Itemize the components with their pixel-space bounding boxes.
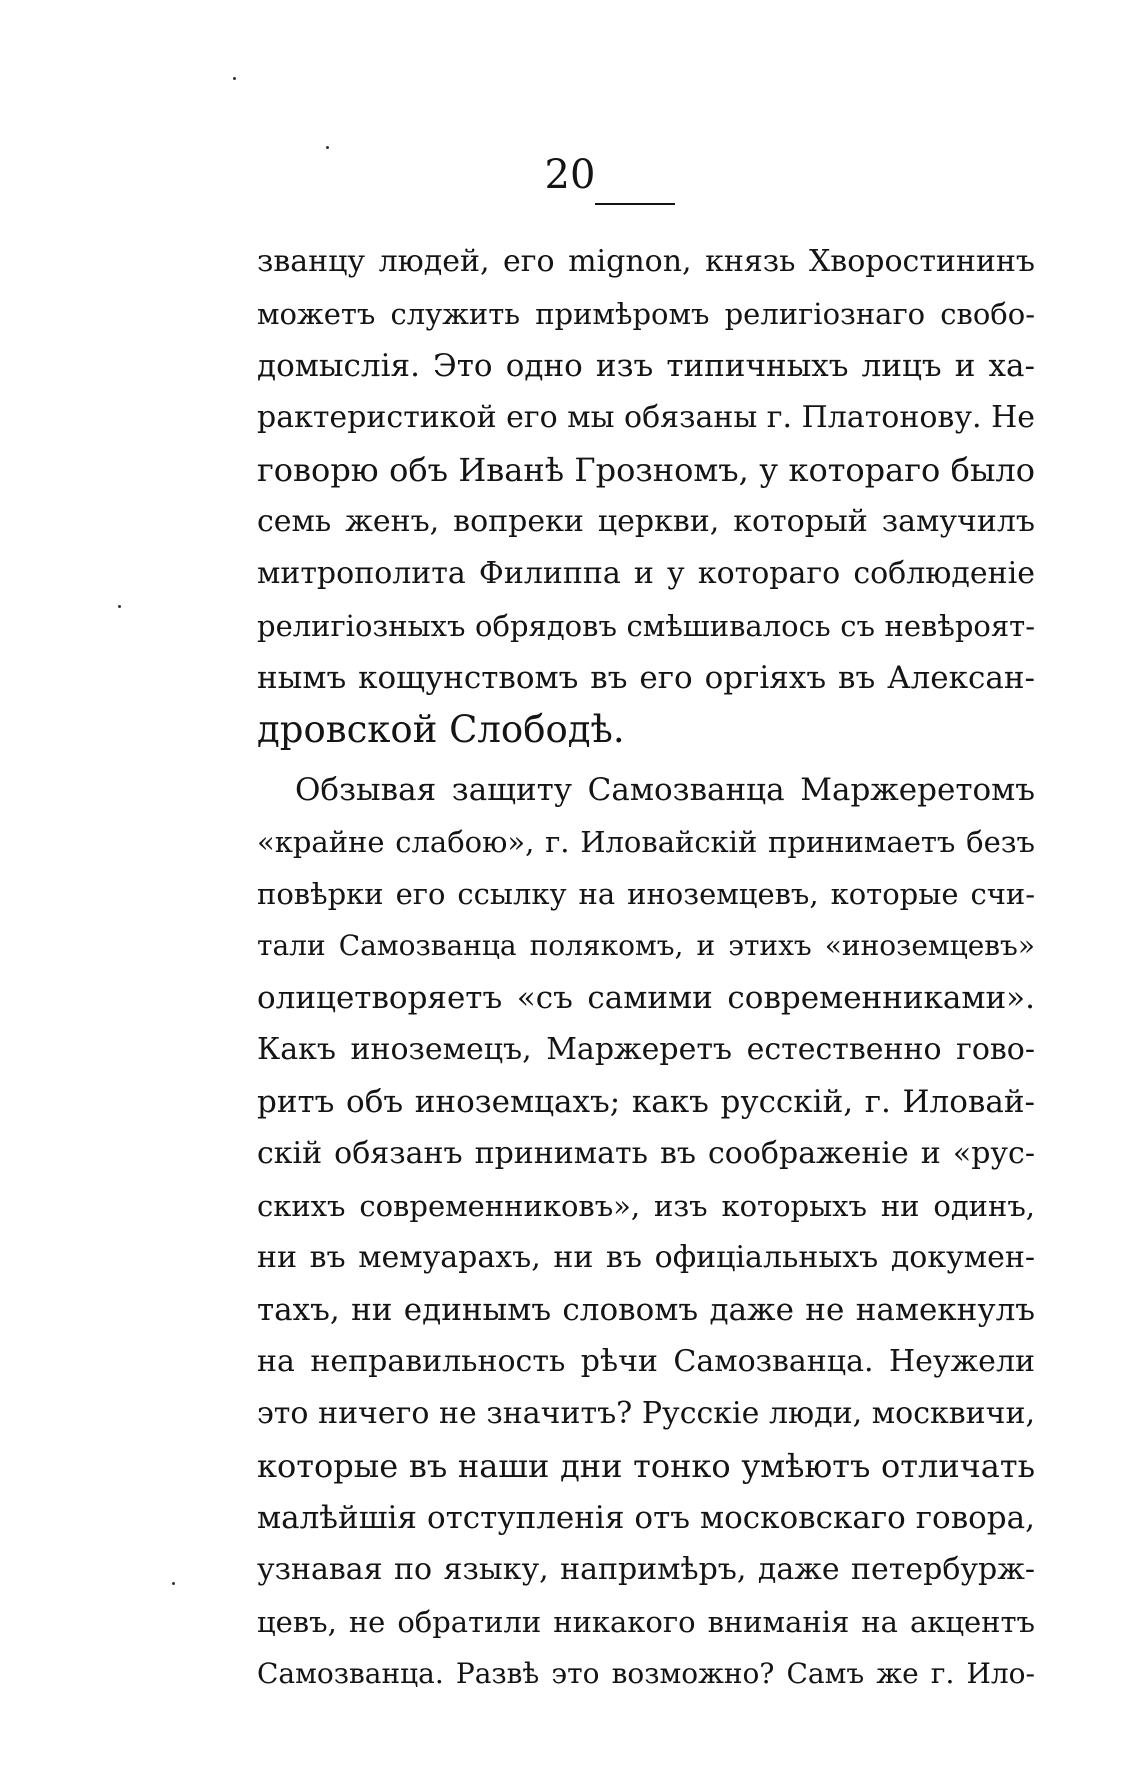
body-text — [257, 236, 1035, 1700]
paragraph-gap — [257, 756, 1035, 764]
text-line: на неправильность рѣчи Самозванца. Неужели — [257, 1344, 1035, 1379]
text-line: Обзывая защиту Самозванца Маржеретомъ — [295, 772, 1035, 808]
text-line: это ничего не значитъ? Русскіе люди, москвичи, — [257, 1396, 1035, 1431]
text-line: ни въ мемуарахъ, ни въ офиціальныхъ докумен- — [257, 1240, 1035, 1275]
text-line: узнавая по языку, напримѣръ, даже петербурж- — [257, 1552, 1035, 1587]
scan-speck — [118, 605, 121, 608]
scan-speck — [326, 146, 329, 149]
text-line: тахъ, ни единымъ словомъ даже не намекнулъ — [257, 1292, 1035, 1328]
text-line: нымъ кощунствомъ въ его оргіяхъ въ Алексан- — [257, 660, 1035, 696]
text-line: цевъ, не обратили никакого вниманія на акцентъ — [257, 1605, 1035, 1639]
text-line: званцу людей, его mignon, князь Хворостининъ — [257, 244, 1035, 279]
text-line: религіозныхъ обрядовъ смѣшивалось съ невѣроят- — [257, 609, 1035, 643]
text-line: повѣрки его ссылку на иноземцевъ, которые счи- — [257, 877, 1035, 911]
text-line: домыслія. Это одно изъ типичныхъ лицъ и ха- — [257, 348, 1035, 384]
paragraph-2 — [257, 764, 1035, 1700]
text-line: можетъ служить примѣромъ религіознаго свобо- — [257, 297, 1035, 331]
text-line: дровской Слободѣ. — [257, 708, 625, 751]
scan-speck — [172, 1582, 175, 1585]
page-number-rule — [595, 203, 675, 205]
text-line: которые въ наши дни тонко умѣютъ отличать — [257, 1447, 1035, 1485]
text-line: ритъ объ иноземцахъ; какъ русскій, г. Иловай- — [257, 1084, 1035, 1120]
text-line: тали Самозванца полякомъ, и этихъ «иноземцевъ» — [257, 929, 1035, 962]
page-number: 20 — [544, 152, 596, 198]
text-line: Какъ иноземецъ, Маржеретъ естественно гово- — [257, 1032, 1035, 1067]
text-line: Самозванца. Развѣ это возможно? Самъ же г. Ило- — [257, 1657, 1035, 1690]
text-line: семь женъ, вопреки церкви, который замучилъ — [257, 504, 1035, 539]
text-line: олицетворяетъ «съ самими современниками». — [257, 980, 1035, 1016]
text-line: скихъ современниковъ», изъ которыхъ ни одинъ, — [257, 1189, 1035, 1223]
text-line: скій обязанъ принимать въ соображеніе и «рус- — [257, 1136, 1035, 1171]
text-line: «крайне слабою», г. Иловайскій принимаетъ безъ — [257, 825, 1035, 859]
paragraph-1 — [257, 236, 1035, 756]
text-line: рактеристикой его мы обязаны г. Платонову. Не — [257, 400, 1035, 435]
scan-speck — [233, 77, 236, 80]
text-line: малѣйшія отступленія отъ московскаго говора, — [257, 1500, 1035, 1536]
text-line: говорю объ Иванѣ Грозномъ, у котораго было — [257, 451, 1035, 489]
text-line: митрополита Филиппа и у котораго соблюденіе — [257, 556, 1035, 591]
